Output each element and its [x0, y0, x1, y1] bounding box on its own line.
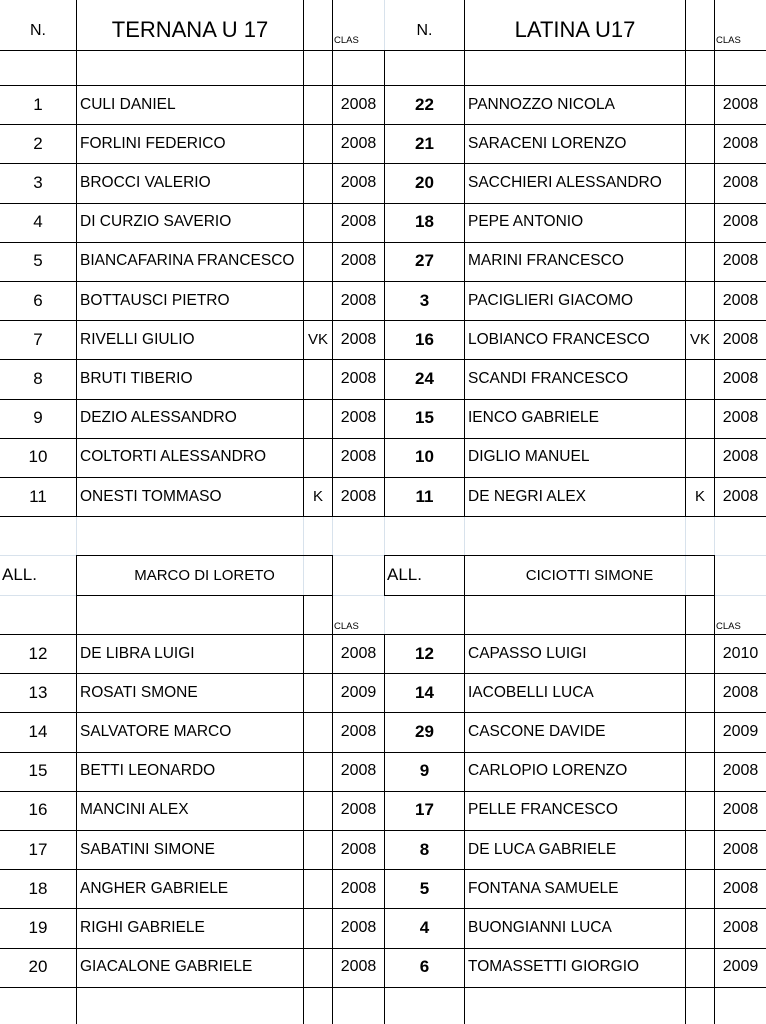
table-rule [0, 752, 766, 753]
table-rule [0, 987, 766, 988]
player-role-left [304, 163, 332, 202]
player-number-left: 11 [29, 486, 47, 506]
birth-year-left: 2008 [340, 958, 377, 976]
player-name-right: SARACENI LORENZO [468, 134, 627, 152]
birth-year-left: 2009 [340, 683, 377, 701]
player-role-left: VK [307, 331, 328, 349]
player-role-right [686, 399, 714, 438]
table-rule [0, 320, 766, 321]
team-name-left: TERNANA U 17 [111, 17, 269, 42]
player-name-right: CASCONE DAVIDE [468, 722, 606, 740]
birth-year-left: 2008 [340, 918, 377, 936]
table-rule [76, 555, 333, 556]
player-number-right: 15 [415, 408, 434, 428]
table-rule [0, 908, 766, 909]
birth-year-right: 2008 [722, 252, 759, 270]
table-rule [714, 555, 715, 595]
player-name-left: BOTTAUSCI PIETRO [80, 291, 230, 309]
player-name-right: DIGLIO MANUEL [468, 448, 590, 466]
table-rule [0, 869, 766, 870]
table-rule [303, 0, 304, 516]
player-number-right: 5 [419, 878, 430, 898]
player-name-right: IENCO GABRIELE [468, 409, 599, 427]
player-number-right: 10 [415, 447, 434, 467]
table-rule [0, 242, 766, 243]
player-role-right [686, 85, 714, 124]
player-role-right [686, 948, 714, 987]
clas-header-left: CLAS [334, 35, 359, 46]
player-number-right: 22 [415, 94, 434, 114]
player-name-left: BROCCI VALERIO [80, 173, 211, 191]
player-name-left: ANGHER GABRIELE [80, 879, 229, 897]
player-number-right: 18 [415, 212, 434, 232]
table-rule [384, 50, 385, 516]
table-rule [464, 595, 465, 1024]
birth-year-left: 2008 [340, 173, 377, 191]
player-number-left: 13 [28, 682, 48, 702]
birth-year-right: 2008 [722, 762, 759, 780]
player-number-left: 16 [28, 800, 48, 820]
clas-header-right: CLAS [716, 35, 741, 46]
player-name-left: BIANCAFARINA FRANCESCO [80, 252, 295, 270]
player-name-right: SACCHIERI ALESSANDRO [468, 173, 662, 191]
player-number-left: 4 [33, 212, 43, 232]
birth-year-right: 2008 [722, 683, 759, 701]
coach-label-right: ALL. [387, 565, 422, 584]
player-role-right [686, 673, 714, 712]
birth-year-right: 2008 [722, 840, 759, 858]
player-number-left: 1 [33, 94, 43, 114]
birth-year-left: 2008 [340, 252, 377, 270]
birth-year-left: 2008 [340, 213, 377, 231]
table-rule [0, 712, 766, 713]
player-number-right: 21 [415, 133, 434, 153]
birth-year-left: 2008 [340, 722, 377, 740]
player-name-right: DE NEGRI ALEX [468, 487, 587, 505]
table-rule [0, 359, 766, 360]
table-rule [464, 0, 465, 516]
table-rule [0, 477, 766, 478]
player-role-left [304, 712, 332, 751]
player-number-left: 15 [28, 761, 48, 781]
player-role-right [686, 752, 714, 791]
birth-year-right: 2008 [722, 487, 759, 505]
number-header-left: N. [30, 22, 46, 39]
player-name-left: BRUTI TIBERIO [80, 369, 193, 387]
birth-year-left: 2008 [340, 134, 377, 152]
player-role-left [304, 85, 332, 124]
birth-year-right: 2008 [722, 134, 759, 152]
player-number-left: 7 [33, 329, 43, 349]
table-rule [384, 634, 385, 1024]
number-header-right: N. [416, 22, 433, 39]
birth-year-right: 2008 [722, 95, 759, 113]
player-name-right: SCANDI FRANCESCO [468, 369, 629, 387]
player-name-right: CAPASSO LUIGI [468, 644, 587, 662]
player-name-right: PEPE ANTONIO [468, 213, 584, 231]
player-number-left: 17 [28, 839, 48, 859]
player-name-left: DI CURZIO SAVERIO [80, 213, 232, 231]
player-number-right: 9 [419, 761, 430, 781]
birth-year-left: 2008 [340, 409, 377, 427]
player-number-right: 12 [415, 643, 434, 663]
table-rule [303, 595, 304, 1024]
table-rule [332, 555, 333, 595]
birth-year-left: 2008 [340, 369, 377, 387]
table-rule [384, 555, 715, 556]
table-rule [0, 124, 766, 125]
player-role-right [686, 791, 714, 830]
player-name-left: CULI DANIEL [80, 95, 176, 113]
birth-year-left: 2008 [340, 448, 377, 466]
player-name-left: RIVELLI GIULIO [80, 330, 195, 348]
table-rule [685, 0, 686, 516]
table-rule [714, 0, 715, 516]
player-name-left: SABATINI SIMONE [80, 840, 215, 858]
birth-year-right: 2008 [722, 173, 759, 191]
table-rule [0, 50, 766, 51]
player-role-right [686, 830, 714, 869]
birth-year-right: 2008 [722, 291, 759, 309]
player-role-left [304, 673, 332, 712]
player-role-right [686, 242, 714, 281]
player-role-left [304, 634, 332, 673]
player-role-left [304, 830, 332, 869]
player-role-left [304, 791, 332, 830]
player-name-right: MARINI FRANCESCO [468, 252, 624, 270]
table-rule [76, 595, 333, 596]
player-role-right [686, 908, 714, 947]
player-name-left: SALVATORE MARCO [80, 722, 232, 740]
player-number-left: 6 [33, 290, 43, 310]
table-rule [0, 634, 766, 635]
birth-year-left: 2008 [340, 801, 377, 819]
player-name-right: FONTANA SAMUELE [468, 879, 619, 897]
player-role-left [304, 359, 332, 398]
bench-clas-header-right: CLAS [716, 621, 741, 632]
player-role-right: K [694, 488, 705, 505]
table-rule [0, 948, 766, 949]
table-rule [384, 555, 385, 595]
table-rule [464, 555, 465, 595]
birth-year-right: 2008 [722, 879, 759, 897]
player-name-left: BETTI LEONARDO [80, 762, 216, 780]
birth-year-right: 2008 [722, 213, 759, 231]
birth-year-left: 2008 [340, 840, 377, 858]
player-role-left [304, 752, 332, 791]
birth-year-left: 2008 [340, 762, 377, 780]
player-number-right: 14 [415, 682, 434, 702]
player-name-left: ROSATI SMONE [80, 683, 198, 701]
birth-year-right: 2009 [722, 722, 759, 740]
birth-year-right: 2008 [722, 330, 759, 348]
player-role-left [304, 869, 332, 908]
coach-name-left: MARCO DI LORETO [134, 566, 275, 584]
table-rule [0, 203, 766, 204]
table-rule [0, 516, 766, 517]
player-name-left: RIGHI GABRIELE [80, 918, 205, 936]
coach-name-right: CICIOTTI SIMONE [525, 566, 654, 584]
player-role-right [686, 163, 714, 202]
birth-year-left: 2008 [340, 879, 377, 897]
player-role-right [686, 438, 714, 477]
player-role-left [304, 124, 332, 163]
player-name-left: ONESTI TOMMASO [80, 487, 222, 505]
player-role-right [686, 281, 714, 320]
player-number-right: 24 [415, 368, 434, 388]
coach-label-left: ALL. [2, 565, 37, 584]
player-name-right: PACIGLIERI GIACOMO [468, 291, 634, 309]
table-rule [76, 0, 77, 516]
birth-year-right: 2008 [722, 448, 759, 466]
birth-year-left: 2008 [340, 95, 377, 113]
table-rule [0, 438, 766, 439]
table-rule [76, 595, 77, 1024]
player-name-right: PANNOZZO NICOLA [468, 95, 615, 113]
player-role-right [686, 124, 714, 163]
table-rule [0, 163, 766, 164]
table-rule [0, 791, 766, 792]
table-rule [384, 595, 715, 596]
table-rule [0, 830, 766, 831]
table-rule [0, 673, 766, 674]
player-number-right: 29 [415, 721, 434, 741]
birth-year-right: 2008 [722, 918, 759, 936]
player-number-left: 3 [33, 172, 43, 192]
player-role-left [304, 948, 332, 987]
player-name-right: TOMASSETTI GIORGIO [468, 958, 640, 976]
player-role-left [304, 908, 332, 947]
player-role-right [686, 359, 714, 398]
player-number-right: 16 [415, 329, 434, 349]
birth-year-left: 2008 [340, 330, 377, 348]
player-number-left: 10 [28, 447, 48, 467]
player-number-right: 4 [419, 917, 430, 937]
birth-year-left: 2008 [340, 291, 377, 309]
birth-year-left: 2008 [340, 487, 377, 505]
player-number-left: 19 [28, 917, 48, 937]
player-name-right: PELLE FRANCESCO [468, 801, 618, 819]
player-name-left: DE LIBRA LUIGI [80, 644, 195, 662]
player-name-left: COLTORTI ALESSANDRO [80, 448, 267, 466]
table-rule [0, 281, 766, 282]
player-role-right [686, 712, 714, 751]
birth-year-right: 2008 [722, 409, 759, 427]
player-number-left: 9 [33, 408, 43, 428]
birth-year-left: 2008 [340, 644, 377, 662]
player-role-right [686, 869, 714, 908]
table-rule [685, 595, 686, 1024]
player-number-left: 8 [33, 368, 43, 388]
player-name-right: BUONGIANNI LUCA [468, 918, 612, 936]
player-role-left [304, 203, 332, 242]
player-role-right [686, 634, 714, 673]
player-number-right: 17 [415, 800, 434, 820]
player-role-left [304, 242, 332, 281]
player-number-left: 12 [28, 643, 48, 663]
player-name-right: DE LUCA GABRIELE [468, 840, 617, 858]
birth-year-right: 2008 [722, 801, 759, 819]
table-rule [0, 399, 766, 400]
player-number-left: 20 [28, 957, 48, 977]
player-number-left: 2 [33, 133, 43, 153]
player-number-right: 11 [415, 486, 434, 506]
table-rule [714, 595, 715, 1024]
table-rule [76, 555, 77, 595]
player-name-left: GIACALONE GABRIELE [80, 958, 253, 976]
team-name-right: LATINA U17 [514, 17, 636, 42]
player-role-right: VK [689, 331, 710, 349]
player-number-right: 20 [415, 172, 434, 192]
player-number-right: 3 [419, 290, 430, 310]
bench-clas-header-left: CLAS [334, 621, 359, 632]
birth-year-right: 2008 [722, 369, 759, 387]
player-number-right: 8 [419, 839, 430, 859]
birth-year-right: 2010 [722, 644, 759, 662]
table-rule [332, 595, 333, 1024]
player-role-left [304, 438, 332, 477]
player-name-right: IACOBELLI LUCA [468, 683, 594, 701]
player-name-right: CARLOPIO LORENZO [468, 762, 628, 780]
player-number-left: 5 [33, 251, 43, 271]
player-name-left: FORLINI FEDERICO [80, 134, 226, 152]
table-rule [0, 85, 766, 86]
player-name-right: LOBIANCO FRANCESCO [468, 330, 650, 348]
player-number-right: 6 [419, 957, 430, 977]
player-name-left: MANCINI ALEX [80, 801, 189, 819]
birth-year-right: 2009 [722, 958, 759, 976]
player-number-left: 18 [28, 878, 48, 898]
player-role-right [686, 203, 714, 242]
player-role-left: K [312, 488, 323, 505]
player-number-left: 14 [28, 721, 48, 741]
player-name-left: DEZIO ALESSANDRO [80, 409, 237, 427]
player-role-left [304, 281, 332, 320]
table-rule [332, 0, 333, 516]
player-number-right: 27 [415, 251, 434, 271]
player-role-left [304, 399, 332, 438]
